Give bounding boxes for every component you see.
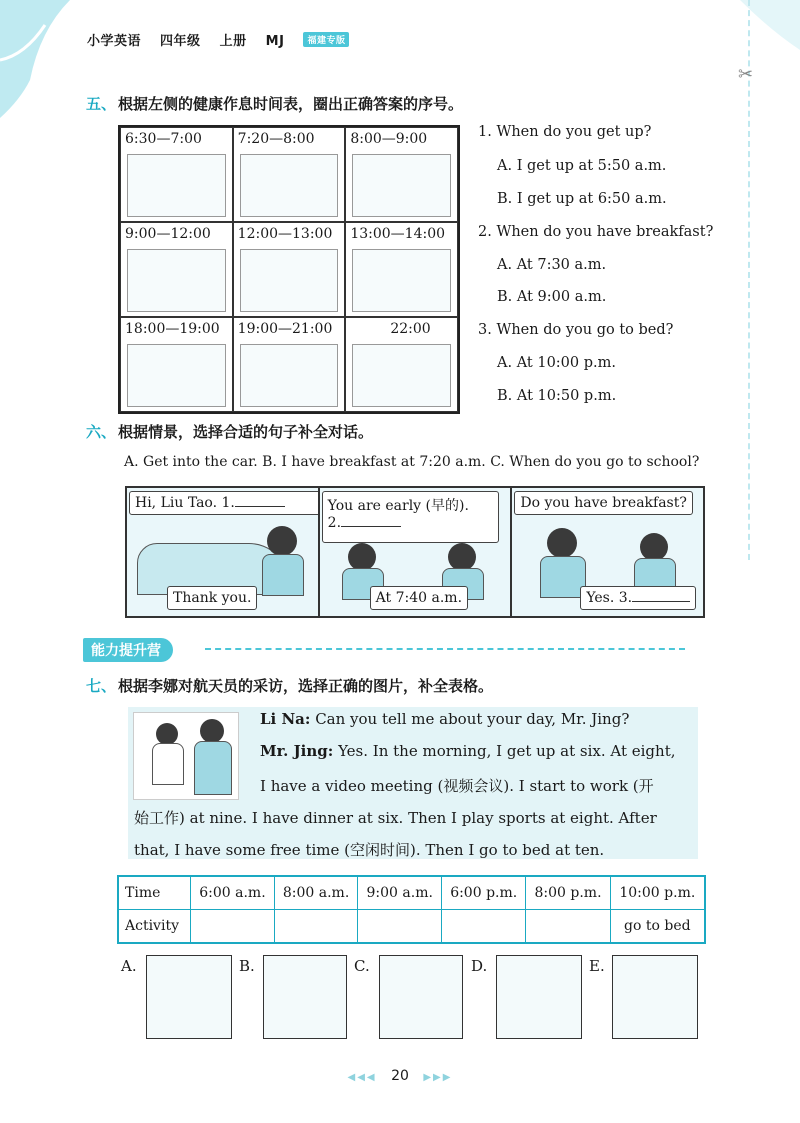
bubble-text: Thank you. xyxy=(173,590,252,606)
schedule-time: 8:00—9:00 xyxy=(350,131,428,147)
section6-title xyxy=(86,421,373,442)
header-edition: MJ xyxy=(265,34,285,49)
table-cell-activity: go to bed xyxy=(610,910,705,944)
section6-number: 六、 xyxy=(86,423,117,441)
question-2: 2. When do you have breakfast? xyxy=(478,224,714,240)
picture-label-b: B. xyxy=(239,957,255,975)
table-row xyxy=(118,876,705,910)
boy-figure xyxy=(267,526,297,556)
picture-label-e: E. xyxy=(589,957,605,975)
row-header-time: Time xyxy=(118,876,191,910)
header-grade: 四年级 xyxy=(160,34,201,49)
table-row xyxy=(118,910,705,944)
page-header xyxy=(87,30,363,49)
dialog-text: that, I have some free time (空闲时间). Then I go to bed at ten. xyxy=(134,841,605,859)
schedule-time: 19:00—21:00 xyxy=(237,321,333,337)
schedule-cell xyxy=(345,222,458,317)
table-cell-time: 9:00 a.m. xyxy=(358,876,442,910)
row-header-activity: Activity xyxy=(118,910,191,944)
schedule-time: 12:00—13:00 xyxy=(237,226,333,242)
section7-instruction: 根据李娜对航天员的采访，选择正确的图片，补全表格。 xyxy=(118,677,494,695)
picture-label-d: D. xyxy=(471,957,488,975)
header-badge: 福建专版 xyxy=(303,32,349,47)
section6-instruction: 根据情景，选择合适的句子补全对话。 xyxy=(118,423,374,441)
girl-figure xyxy=(640,533,668,561)
dinner-illustration xyxy=(127,344,226,407)
comic-panel-1 xyxy=(127,488,320,616)
question-3-option-a[interactable]: A. At 10:00 p.m. xyxy=(497,355,616,371)
table-cell-activity[interactable] xyxy=(442,910,526,944)
speech-bubble xyxy=(129,491,320,515)
dialog-line-5 xyxy=(134,839,604,860)
study-illustration xyxy=(127,249,226,312)
comic-strip xyxy=(125,486,705,618)
corner-decoration xyxy=(0,0,90,120)
schedule-time: 7:20—8:00 xyxy=(237,131,315,147)
boy-body xyxy=(262,554,304,596)
schedule-cell xyxy=(120,222,233,317)
schedule-time: 18:00—19:00 xyxy=(125,321,220,337)
dialog-text: Can you tell me about your day, Mr. Jing? xyxy=(310,710,630,728)
speech-bubble xyxy=(514,491,693,515)
bubble-text: You are early (早的). xyxy=(327,498,469,514)
speech-bubble xyxy=(370,586,468,610)
activity-table xyxy=(117,875,706,944)
homework-illustration xyxy=(240,344,339,407)
table-cell-activity[interactable] xyxy=(358,910,442,944)
page-footer xyxy=(0,1068,800,1084)
speaker-li-na: Li Na: xyxy=(260,710,311,728)
schedule-cell xyxy=(345,127,458,222)
section5-instruction: 根据左侧的健康作息时间表，圈出正确答案的序号。 xyxy=(118,95,464,113)
dialog-line-4 xyxy=(134,807,657,828)
schedule-time: 9:00—12:00 xyxy=(125,226,211,242)
speech-bubble xyxy=(322,491,499,543)
schedule-cell xyxy=(120,317,233,412)
picture-option-b[interactable] xyxy=(263,955,347,1039)
question-1-option-b[interactable]: B. I get up at 6:50 a.m. xyxy=(497,191,667,207)
astronaut-figure xyxy=(200,719,224,743)
table-cell-time: 6:00 p.m. xyxy=(442,876,526,910)
question-1: 1. When do you get up? xyxy=(478,124,652,140)
comic-panel-2 xyxy=(320,488,513,616)
bubble-text: Hi, Liu Tao. 1. xyxy=(135,495,235,511)
schedule-cell xyxy=(233,222,346,317)
ability-banner: 能力提升营 xyxy=(83,638,173,662)
speaker-mr-jing: Mr. Jing: xyxy=(260,742,334,760)
question-1-option-a[interactable]: A. I get up at 5:50 a.m. xyxy=(497,158,667,174)
scissors-icon: ✂ xyxy=(738,64,754,85)
boy-figure xyxy=(547,528,577,558)
schedule-grid xyxy=(118,125,460,414)
question-3: 3. When do you go to bed? xyxy=(478,322,674,338)
li-na-figure xyxy=(156,723,178,745)
interview-dialog xyxy=(128,707,698,859)
question-2-option-b[interactable]: B. At 9:00 a.m. xyxy=(497,289,607,305)
section5-title xyxy=(86,93,463,114)
nap-illustration xyxy=(352,249,451,312)
bubble-text: At 7:40 a.m. xyxy=(375,590,463,606)
table-cell-time: 10:00 p.m. xyxy=(610,876,705,910)
walk-to-school-illustration xyxy=(352,154,451,217)
table-cell-time: 6:00 a.m. xyxy=(191,876,275,910)
blank-2-label: 2. xyxy=(327,515,342,531)
banner-divider xyxy=(205,648,685,650)
picture-option-e[interactable] xyxy=(612,955,698,1039)
interview-illustration xyxy=(133,712,239,800)
dialog-text: I have a video meeting (视频会议). I start to work (开 xyxy=(260,777,654,795)
header-volume: 上册 xyxy=(219,34,247,49)
picture-option-c[interactable] xyxy=(379,955,463,1039)
section6-options: A. Get into the car. B. I have breakfast at 7:20 a.m. C. When do you go to school? xyxy=(124,454,700,470)
section7-title xyxy=(86,675,493,696)
boy-figure xyxy=(448,543,476,571)
astronaut-body xyxy=(194,741,232,795)
table-cell-activity[interactable] xyxy=(526,910,610,944)
schedule-time: 13:00—14:00 xyxy=(350,226,446,242)
section5-number: 五、 xyxy=(86,95,117,113)
dialog-line-2 xyxy=(260,742,676,760)
dialog-line-3 xyxy=(260,775,654,796)
table-cell-time: 8:00 p.m. xyxy=(526,876,610,910)
dialog-text: Yes. In the morning, I get up at six. At eight, xyxy=(333,742,676,760)
question-2-option-a[interactable]: A. At 7:30 a.m. xyxy=(497,257,607,273)
table-cell-activity[interactable] xyxy=(274,910,358,944)
header-subject: 小学英语 xyxy=(87,34,142,49)
schedule-cell xyxy=(345,317,458,412)
question-3-option-b[interactable]: B. At 10:50 p.m. xyxy=(497,388,617,404)
picture-option-d[interactable] xyxy=(496,955,582,1039)
picture-label-a: A. xyxy=(121,957,137,975)
li-na-body xyxy=(152,743,184,785)
dialog-line-1 xyxy=(260,710,629,728)
schedule-cell xyxy=(233,127,346,222)
picture-label-c: C. xyxy=(354,957,370,975)
speech-bubble xyxy=(580,586,696,610)
comic-panel-3 xyxy=(512,488,703,616)
schedule-time: 22:00 xyxy=(390,321,431,337)
wake-up-illustration xyxy=(127,154,226,217)
left-arrows-icon: ◀◀◀ xyxy=(347,1072,377,1083)
table-cell-activity[interactable] xyxy=(191,910,275,944)
schedule-time: 6:30—7:00 xyxy=(125,131,202,147)
lunch-illustration xyxy=(240,249,339,312)
right-arrows-icon: ▶▶▶ xyxy=(423,1072,453,1083)
section7-number: 七、 xyxy=(86,677,117,695)
schedule-cell xyxy=(120,127,233,222)
sleep-illustration xyxy=(352,344,451,407)
page-number: 20 xyxy=(391,1068,409,1084)
schedule-cell xyxy=(233,317,346,412)
speech-bubble xyxy=(167,586,257,610)
picture-option-a[interactable] xyxy=(146,955,232,1039)
girl-figure xyxy=(348,543,376,571)
bubble-text: Yes. 3. xyxy=(586,590,633,606)
table-cell-time: 8:00 a.m. xyxy=(274,876,358,910)
corner-decoration-right xyxy=(700,0,800,60)
bubble-text: Do you have breakfast? xyxy=(520,495,687,511)
breakfast-illustration xyxy=(240,154,339,217)
dialog-text: 始工作) at nine. I have dinner at six. Then I play sports at eight. After xyxy=(134,809,657,827)
